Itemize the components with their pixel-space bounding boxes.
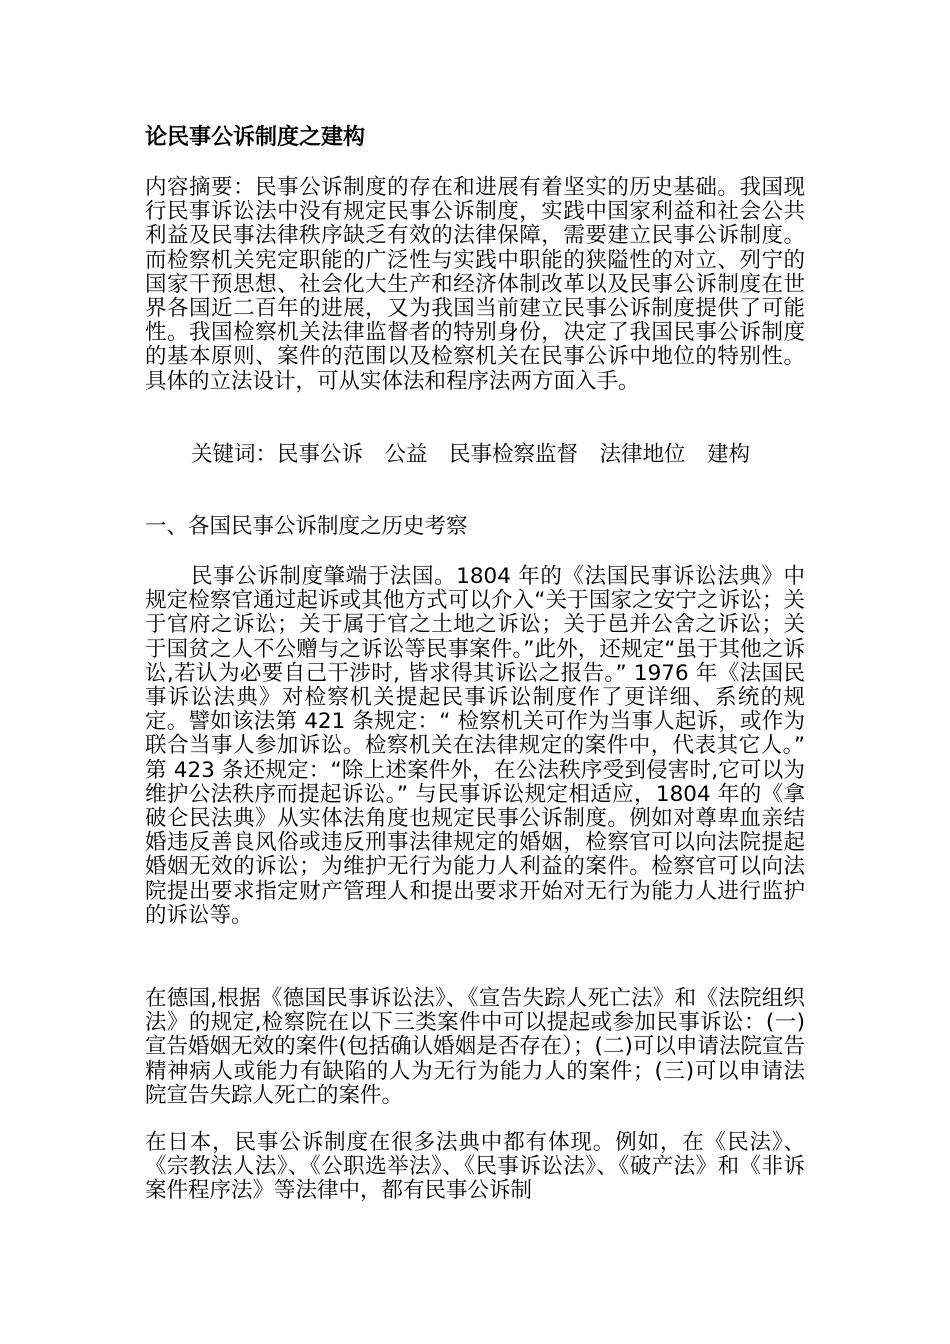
section-heading: 一、各国民事公诉制度之历史考察 bbox=[145, 514, 468, 539]
body-paragraph-germany: 在德国,根据《德国民事诉讼法》、《宣告失踪人死亡法》和《法院组织法》的规定,检察院在以下三类案件中可以提起或参加民事诉讼：(一)宣告婚姻无效的案件(包括确认婚姻是否存在）；(二)可以申请法院宣告精神病人或能力有缺陷的人为无行为能力人的案件；(三)可以申请法院宣告失踪人死亡的案件。 bbox=[145, 986, 805, 1108]
body-paragraph-france: 民事公诉制度肇端于法国。1804 年的《法国民事诉讼法典》中规定检察官通过起诉或其他方式可以介入“关于国家之安宁之诉讼；关于官府之诉讼；关于属于官之土地之诉讼；关于邑并公舍之诉讼；关于国贫之人不公赠与之诉讼等民事案件。”此外，还规定“虽于其他之诉讼,若认为必要自己干涉时, 皆求得其诉讼之报告。” 1976 年《法国民事诉讼法典》对检察机关提起民事诉讼制度作了更详细、系统的规定。譬如该法第 421 条规定：“ 检察机关可作为当事人起诉，或作为联合当事人参加诉讼。检察机关在法律规定的案件中，代表其它人。” 第 423 条还规定：“除上述案件外，在公法秩序受到侵害时,它可以为维护公法秩序而提起诉讼。” 与民事诉讼规定相适应，1804 年的《拿破仑民法典》从实体法角度也规定民事公诉制度。例如对尊卑血亲结婚违反善良风俗或违反刑事法律规定的婚姻，检察官可以向法院提起婚姻无效的诉讼；为维护无行为能力人利益的案件。检察官可以向法院提出要求指定财产管理人和提出要求开始对无行为能力人进行监护的诉讼等。 bbox=[145, 564, 805, 928]
body-paragraph-japan: 在日本，民事公诉制度在很多法典中都有体现。例如，在《民法》、《宗教法人法》、《公职选举法》、《民事诉讼法》、《破产法》和《非诉案件程序法》等法律中，都有民事公诉制 bbox=[145, 1130, 805, 1204]
abstract-paragraph: 内容摘要：民事公诉制度的存在和进展有着坚实的历史基础。我国现行民事诉讼法中没有规定民事公诉制度，实践中国家利益和社会公共利益及民事法律秩序缺乏有效的法律保障，需要建立民事公诉制度。而检察机关宪定职能的广泛性与实践中职能的狭隘性的对立、列宁的国家干预思想、社会化大生产和经济体制改革以及民事公诉制度在世界各国近二百年的进展，又为我国当前建立民事公诉制度提供了可能性。我国检察机关法律监督者的特别身份，决定了我国民事公诉制度的基本原则、案件的范围以及检察机关在民事公诉中地位的特别性。具体的立法设计，可从实体法和程序法两方面入手。 bbox=[145, 175, 805, 394]
document-title: 论民事公诉制度之建构 bbox=[145, 125, 366, 150]
keywords-paragraph: 关键词：民事公诉 公益 民事检察监督 法律地位 建构 bbox=[191, 442, 751, 467]
